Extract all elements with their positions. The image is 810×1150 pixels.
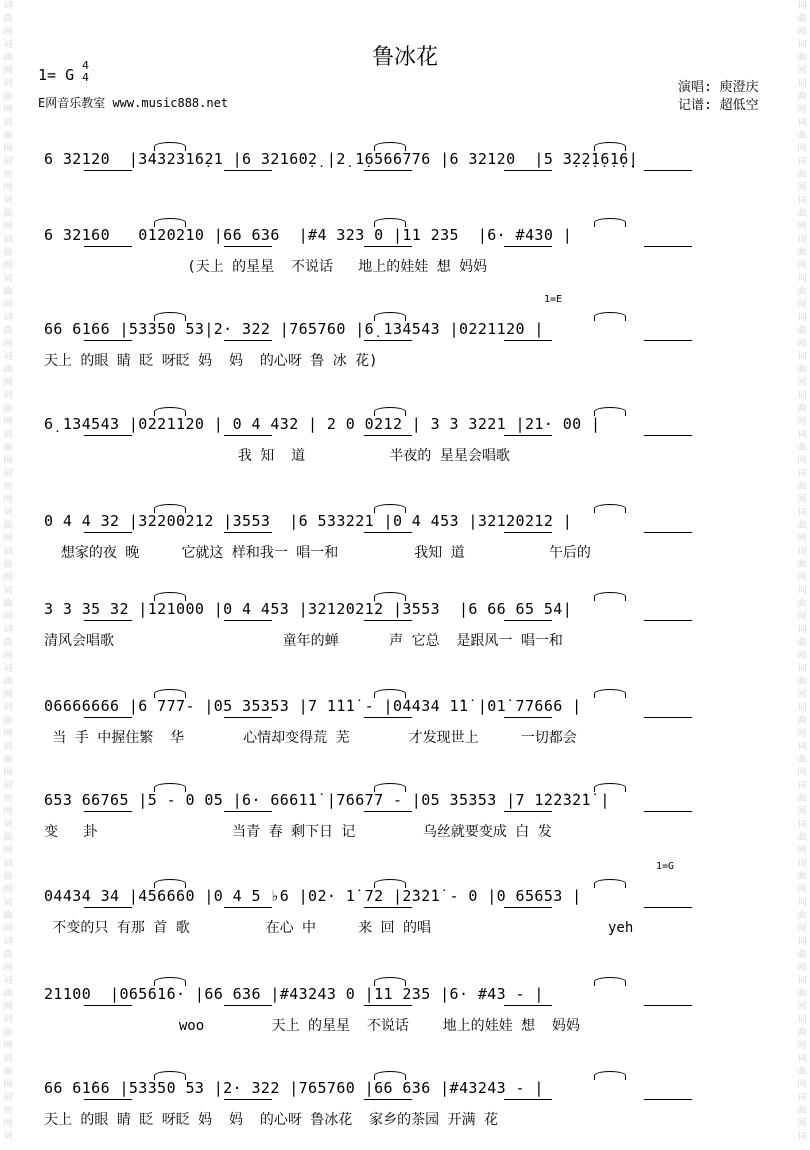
watermark-char: 词: [797, 430, 807, 440]
watermark-char: 曲: [797, 950, 807, 960]
watermark-char: 词: [797, 664, 807, 674]
beam-underline: [364, 1099, 412, 1100]
watermark-char: 曲: [3, 950, 13, 960]
beam-underline: [364, 435, 412, 436]
beam-underline: [364, 1005, 412, 1006]
slur-mark: [594, 1071, 626, 1080]
watermark-char: 曲: [3, 209, 13, 219]
beam-underline: [224, 811, 272, 812]
slur-mark: [594, 218, 626, 227]
watermark-char: 曲: [3, 404, 13, 414]
beam-underline: [504, 1099, 552, 1100]
watermark-char: 曲: [797, 170, 807, 180]
watermark-char: 网: [797, 885, 807, 895]
watermark-char: 网: [3, 495, 13, 505]
slur-mark: [154, 783, 186, 792]
beam-underline: [224, 532, 272, 533]
slur-mark: [154, 407, 186, 416]
watermark-char: 网: [797, 1080, 807, 1090]
watermark-char: 曲: [3, 1067, 13, 1077]
key-change: 1=E: [544, 294, 563, 305]
watermark-char: 网: [3, 1002, 13, 1012]
watermark-char: 网: [797, 222, 807, 232]
watermark-char: 词: [3, 781, 13, 791]
watermark-char: 网: [797, 105, 807, 115]
watermark-char: 词: [3, 430, 13, 440]
watermark-char: 网: [3, 144, 13, 154]
beam-underline: [644, 340, 692, 341]
lyrics-line: 不变的只 有那 首 歌 在心 中 来 回 的唱 yeh: [44, 920, 634, 936]
watermark-char: 曲: [3, 443, 13, 453]
slur-mark: [374, 977, 406, 986]
lyrics-line: 当 手 中握住繁 华 心情却变得荒 芜 才发现世上 一切都会: [44, 730, 577, 746]
watermark-char: 曲: [797, 794, 807, 804]
slur-mark: [594, 142, 626, 151]
beam-underline: [504, 340, 552, 341]
notation-line: 06666666 |6 777- |05 35353 |7 1̇1̇1̇ - |04434 1̇1̇ |01̇ 77666 |: [44, 697, 582, 715]
watermark-char: 网: [3, 963, 13, 973]
beam-underline: [504, 170, 552, 171]
watermark-char: 词: [797, 118, 807, 128]
watermark-char: 词: [3, 820, 13, 830]
singer-credit: 演唱: 庾澄庆: [678, 80, 759, 95]
watermark-char: 网: [797, 573, 807, 583]
beam-underline: [224, 340, 272, 341]
beam-underline: [364, 246, 412, 247]
watermark-char: 曲: [797, 599, 807, 609]
watermark-char: 曲: [797, 1106, 807, 1116]
watermark-char: 曲: [3, 14, 13, 24]
time-signature: [82, 60, 89, 84]
watermark-char: 网: [797, 1119, 807, 1129]
beam-underline: [364, 340, 412, 341]
watermark-char: 曲: [3, 911, 13, 921]
watermark-char: 网: [3, 690, 13, 700]
lyrics-line: 我 知 道 半夜的 星星会唱歌: [44, 448, 510, 464]
watermark-char: 网: [797, 963, 807, 973]
watermark-char: 曲: [3, 287, 13, 297]
watermark-char: 词: [797, 313, 807, 323]
slur-mark: [154, 1071, 186, 1080]
lyrics-line: 天上 的眼 睛 眨 呀眨 妈 妈 的心呀 鲁 冰 花): [44, 353, 378, 369]
time-signature-bottom: 4: [82, 71, 89, 84]
beam-underline: [224, 1005, 272, 1006]
slur-mark: [594, 592, 626, 601]
beam-underline: [84, 532, 132, 533]
watermark-char: 曲: [797, 872, 807, 882]
beam-underline: [84, 907, 132, 908]
watermark-char: 词: [3, 1054, 13, 1064]
lyrics-line: 清风会唱歌 童年的蝉 声 它总 是跟风一 唱一和: [44, 633, 563, 649]
beam-underline: [644, 170, 692, 171]
watermark-char: 词: [3, 586, 13, 596]
watermark-char: 网: [3, 300, 13, 310]
watermark-char: 网: [797, 27, 807, 37]
watermark-char: 词: [3, 937, 13, 947]
watermark-char: 词: [797, 820, 807, 830]
watermark-char: 词: [3, 313, 13, 323]
beam-underline: [644, 246, 692, 247]
watermark-char: 网: [3, 378, 13, 388]
watermark-char: 网: [3, 261, 13, 271]
beam-underline: [84, 246, 132, 247]
watermark-char: 曲: [797, 911, 807, 921]
watermark-char: 网: [797, 261, 807, 271]
watermark-char: 词: [3, 664, 13, 674]
watermark-char: 词: [797, 937, 807, 947]
slur-mark: [374, 689, 406, 698]
beam-underline: [644, 532, 692, 533]
watermark-char: 网: [3, 1119, 13, 1129]
watermark-char: 曲: [3, 248, 13, 258]
key-signature: 1= G: [38, 66, 75, 84]
watermark-char: 词: [3, 742, 13, 752]
beam-underline: [224, 170, 272, 171]
notation-line: 04434 34 |456660 |0 4 5 ♭6 |02· 1̇ 72 |2̇3̇2̇1̇ - 0 |0 65653 |: [44, 887, 582, 905]
watermark-char: 词: [797, 196, 807, 206]
slur-mark: [154, 142, 186, 151]
watermark-char: 网: [797, 1041, 807, 1051]
beam-underline: [84, 340, 132, 341]
watermark-char: 网: [3, 66, 13, 76]
watermark-char: 词: [797, 79, 807, 89]
watermark-char: 词: [3, 235, 13, 245]
watermark-char: 曲: [797, 404, 807, 414]
watermark-char: 曲: [3, 92, 13, 102]
beam-underline: [504, 532, 552, 533]
watermark-char: 曲: [797, 833, 807, 843]
slur-mark: [154, 977, 186, 986]
watermark-char: 词: [797, 1054, 807, 1064]
watermark-char: 曲: [797, 131, 807, 141]
slur-mark: [374, 142, 406, 151]
watermark-char: 曲: [797, 716, 807, 726]
watermark-char: 网: [797, 924, 807, 934]
watermark-char: 词: [797, 898, 807, 908]
watermark-char: 词: [797, 40, 807, 50]
watermark-char: 曲: [797, 53, 807, 63]
beam-underline: [224, 907, 272, 908]
watermark-char: 网: [3, 924, 13, 934]
slur-mark: [154, 312, 186, 321]
watermark-char: 网: [797, 846, 807, 856]
watermark-char: 曲: [3, 1028, 13, 1038]
beam-underline: [364, 170, 412, 171]
watermark-char: 词: [797, 352, 807, 362]
watermark-char: 网: [797, 651, 807, 661]
watermark-char: 词: [797, 703, 807, 713]
watermark-char: 网: [3, 846, 13, 856]
watermark-char: 网: [3, 222, 13, 232]
beam-underline: [504, 1005, 552, 1006]
watermark-char: 词: [797, 859, 807, 869]
watermark-char: 词: [3, 859, 13, 869]
watermark-char: 网: [797, 339, 807, 349]
watermark-char: 网: [797, 66, 807, 76]
watermark-char: 网: [3, 27, 13, 37]
watermark-char: 网: [3, 651, 13, 661]
watermark-char: 网: [3, 729, 13, 739]
watermark-char: 词: [797, 1132, 807, 1142]
watermark-char: 曲: [797, 248, 807, 258]
beam-underline: [504, 620, 552, 621]
watermark-char: 曲: [797, 521, 807, 531]
watermark-char: 词: [797, 1015, 807, 1025]
watermark-char: 曲: [3, 521, 13, 531]
beam-underline: [84, 620, 132, 621]
watermark-char: 网: [3, 573, 13, 583]
beam-underline: [224, 717, 272, 718]
slur-mark: [154, 689, 186, 698]
watermark-char: 词: [3, 547, 13, 557]
watermark-char: 网: [797, 378, 807, 388]
watermark-char: 网: [797, 807, 807, 817]
watermark-char: 曲: [3, 716, 13, 726]
watermark-char: 词: [797, 625, 807, 635]
slur-mark: [374, 1071, 406, 1080]
watermark-char: 曲: [797, 14, 807, 24]
notation-line: 21100 |06561̇6· |66 636 |#43243 0 |11 235 |6· #43 - |: [44, 985, 544, 1003]
slur-mark: [374, 592, 406, 601]
watermark-char: 曲: [797, 482, 807, 492]
watermark-char: 词: [797, 781, 807, 791]
beam-underline: [644, 1005, 692, 1006]
watermark-char: 曲: [797, 989, 807, 999]
watermark-char: 词: [797, 742, 807, 752]
beam-underline: [84, 170, 132, 171]
beam-underline: [504, 246, 552, 247]
beam-underline: [504, 811, 552, 812]
watermark-char: 词: [3, 157, 13, 167]
notation-line: 0 4 4 32 |32200212 |3553 |6 533221 |0 4 453 |32120212 |: [44, 512, 573, 530]
beam-underline: [84, 717, 132, 718]
slur-mark: [594, 504, 626, 513]
watermark-char: 词: [3, 274, 13, 284]
watermark-char: 曲: [3, 794, 13, 804]
slur-mark: [154, 879, 186, 888]
watermark-char: 词: [3, 196, 13, 206]
watermark-char: 网: [797, 729, 807, 739]
watermark-char: 网: [3, 456, 13, 466]
watermark-char: 网: [3, 807, 13, 817]
watermark-char: 词: [3, 391, 13, 401]
beam-underline: [364, 532, 412, 533]
watermark-char: 曲: [3, 638, 13, 648]
watermark-char: 词: [3, 1, 13, 11]
watermark-char: 网: [3, 768, 13, 778]
watermark-char: 曲: [797, 1067, 807, 1077]
notation-line: 3 3 35 32 |121000 |0 4 453 |32120212 |3553 |6 66 65 54|: [44, 600, 573, 618]
watermark-char: 词: [797, 508, 807, 518]
beam-underline: [504, 717, 552, 718]
notation-line: 6 32160 0120210 |66 636 |#4 323 0 |11 235 |6· #430 |: [44, 226, 573, 244]
watermark-char: 曲: [3, 482, 13, 492]
lyrics-line: 变 卦 当青 春 剩下日 记 乌丝就要变成 白 发: [44, 824, 552, 840]
watermark-char: 网: [797, 612, 807, 622]
lyrics-line: 天上 的眼 睛 眨 呀眨 妈 妈 的心呀 鲁冰花 家乡的茶园 开满 花: [44, 1112, 499, 1128]
watermark-char: 曲: [3, 170, 13, 180]
watermark-char: 词: [3, 469, 13, 479]
slur-mark: [594, 977, 626, 986]
watermark-char: 词: [3, 1015, 13, 1025]
beam-underline: [504, 435, 552, 436]
watermark-char: 网: [3, 534, 13, 544]
watermark-char: 网: [797, 690, 807, 700]
watermark-char: 网: [797, 300, 807, 310]
watermark-char: 词: [3, 1093, 13, 1103]
watermark-char: 网: [3, 885, 13, 895]
watermark-left: [1, 0, 15, 1150]
watermark-char: 曲: [797, 560, 807, 570]
slur-mark: [374, 218, 406, 227]
watermark-char: 词: [3, 79, 13, 89]
watermark-char: 曲: [797, 287, 807, 297]
watermark-char: 词: [3, 508, 13, 518]
watermark-char: 词: [797, 157, 807, 167]
watermark-char: 曲: [3, 872, 13, 882]
watermark-char: 词: [3, 625, 13, 635]
watermark-char: 网: [797, 534, 807, 544]
notation-line: 6̣ 134543 |0221120 | 0 4 432 | 2 0 0212 | 3 3 3221 |21· 00 |: [44, 415, 601, 433]
watermark-char: 词: [3, 118, 13, 128]
beam-underline: [224, 620, 272, 621]
beam-underline: [364, 811, 412, 812]
watermark-char: 曲: [3, 599, 13, 609]
slur-mark: [154, 592, 186, 601]
beam-underline: [364, 717, 412, 718]
transcriber-credit: 记谱: 超低空: [678, 98, 759, 113]
watermark-char: 网: [797, 768, 807, 778]
watermark-char: 曲: [3, 755, 13, 765]
slur-mark: [594, 407, 626, 416]
beam-underline: [84, 435, 132, 436]
beam-underline: [224, 246, 272, 247]
watermark-char: 网: [3, 183, 13, 193]
notation-line: 653 66765 |5 - 0 05 |6· 6661̇1̇ |76677 - |05 35353 |7 1̇2̇2̇3̇2̇1̇ |: [44, 791, 610, 809]
watermark-char: 曲: [3, 53, 13, 63]
slur-mark: [594, 689, 626, 698]
watermark-char: 曲: [797, 209, 807, 219]
watermark-char: 网: [797, 495, 807, 505]
watermark-char: 曲: [3, 131, 13, 141]
watermark-char: 词: [797, 586, 807, 596]
watermark-char: 网: [797, 144, 807, 154]
watermark-char: 曲: [797, 443, 807, 453]
beam-underline: [644, 811, 692, 812]
watermark-char: 网: [3, 339, 13, 349]
beam-underline: [224, 1099, 272, 1100]
slur-mark: [154, 218, 186, 227]
watermark-char: 词: [3, 703, 13, 713]
watermark-char: 曲: [797, 1028, 807, 1038]
watermark-char: 网: [797, 1002, 807, 1012]
beam-underline: [644, 907, 692, 908]
notation-line: 66 61̇66 |53350 53 |2· 322 |765760 |66 636 |#43243 - |: [44, 1079, 544, 1097]
beam-underline: [644, 620, 692, 621]
lyrics-line: 想家的夜 晚 它就这 样和我一 唱一和 我知 道 午后的: [44, 545, 591, 561]
slur-mark: [154, 504, 186, 513]
watermark-char: 词: [3, 976, 13, 986]
lyrics-line: woo 天上 的星星 不说话 地上的娃娃 想 妈妈: [44, 1018, 580, 1034]
beam-underline: [644, 1099, 692, 1100]
watermark-char: 词: [797, 235, 807, 245]
beam-underline: [644, 435, 692, 436]
watermark-char: 词: [797, 1, 807, 11]
slur-mark: [374, 312, 406, 321]
watermark-char: 曲: [797, 638, 807, 648]
watermark-char: 词: [3, 1132, 13, 1142]
watermark-char: 曲: [3, 1106, 13, 1116]
watermark-right: [795, 0, 809, 1150]
beam-underline: [504, 907, 552, 908]
key-change: 1=G: [656, 861, 675, 872]
time-signature-top: 4: [82, 59, 89, 72]
watermark-char: 词: [3, 898, 13, 908]
lyrics-line: (天上 的星星 不说话 地上的娃娃 想 妈妈: [44, 259, 488, 275]
watermark-char: 曲: [3, 989, 13, 999]
watermark-char: 网: [797, 183, 807, 193]
watermark-char: 曲: [797, 365, 807, 375]
slur-mark: [594, 783, 626, 792]
watermark-char: 词: [797, 469, 807, 479]
beam-underline: [644, 717, 692, 718]
beam-underline: [364, 620, 412, 621]
watermark-char: 曲: [3, 677, 13, 687]
slur-mark: [374, 504, 406, 513]
beam-underline: [84, 1005, 132, 1006]
notation-line: 66 6166 |53350 53|2· 322 |765760 |6̣ 134543 |0221120 |: [44, 320, 544, 338]
watermark-char: 词: [3, 40, 13, 50]
watermark-char: 曲: [797, 92, 807, 102]
slur-mark: [594, 312, 626, 321]
watermark-char: 曲: [797, 677, 807, 687]
watermark-char: 词: [797, 1093, 807, 1103]
beam-underline: [84, 1099, 132, 1100]
slur-mark: [374, 407, 406, 416]
beam-underline: [364, 907, 412, 908]
slur-mark: [594, 879, 626, 888]
watermark-char: 词: [797, 547, 807, 557]
beam-underline: [84, 811, 132, 812]
watermark-char: 词: [797, 274, 807, 284]
watermark-char: 网: [3, 105, 13, 115]
watermark-char: 曲: [797, 755, 807, 765]
watermark-char: 网: [797, 456, 807, 466]
watermark-char: 网: [797, 417, 807, 427]
watermark-char: 网: [3, 612, 13, 622]
site-credit: E网音乐教室 www.music888.net: [38, 96, 229, 110]
slur-mark: [374, 783, 406, 792]
slur-mark: [374, 879, 406, 888]
beam-underline: [224, 435, 272, 436]
watermark-char: 曲: [3, 560, 13, 570]
watermark-char: 词: [3, 352, 13, 362]
watermark-char: 曲: [3, 365, 13, 375]
watermark-char: 词: [797, 391, 807, 401]
watermark-char: 网: [3, 417, 13, 427]
watermark-char: 曲: [3, 326, 13, 336]
song-title: 鲁冰花: [371, 45, 438, 70]
watermark-char: 网: [3, 1041, 13, 1051]
watermark-char: 词: [797, 976, 807, 986]
notation-line: 6 32120 |3432316̣21 |6 32160̣2̣ |2̣ 1̣6566776 |6 32120 |5 3̣2̣2̣1̣6̣1̣6̣|: [44, 150, 639, 168]
watermark-char: 网: [3, 1080, 13, 1090]
watermark-char: 曲: [3, 833, 13, 843]
watermark-char: 曲: [797, 326, 807, 336]
